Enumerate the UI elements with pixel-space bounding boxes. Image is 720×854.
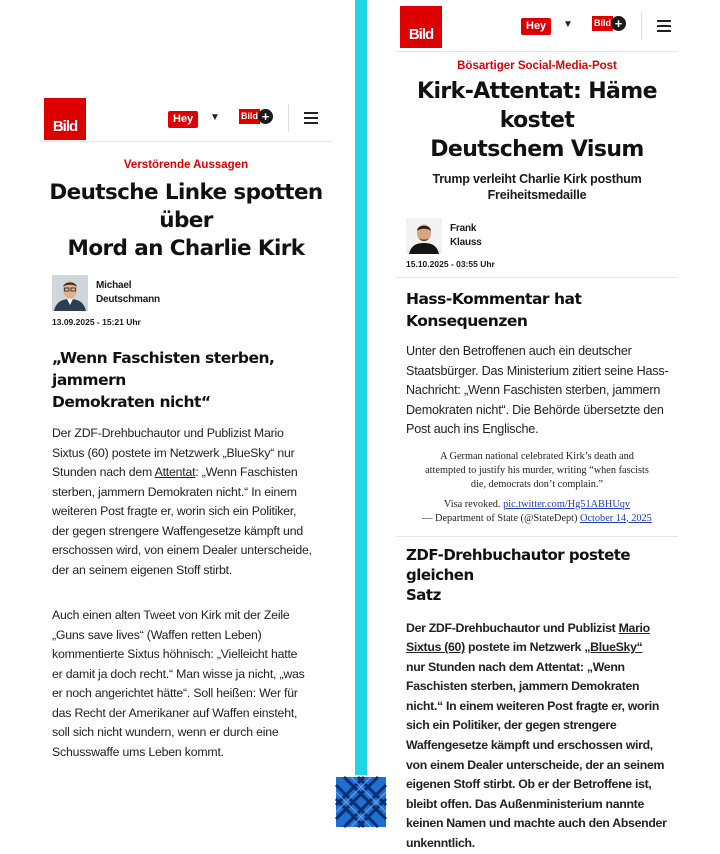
kicker: Verstörende Aussagen [123, 159, 249, 171]
body-paragraph-2: Auch einen alten Tweet von Kirk mit der Zeile „Guns save lives“ (Waffen retten Leben) kommentierte Sixtus höhnisch: „Vielleicht hatte er damit ja doch recht.“ Man wisse ja nicht, „was er noch angerichtet hätte“. Soll heißen: Wer für das Recht der Amerikaner auf Waffen einsteht, soll sich nicht wundern, wenn er durch eine Schusswaffe ums Leben kommt. [52, 608, 305, 759]
mario-sixtus-link-cont[interactable]: Sixtus (60) [406, 640, 465, 655]
hey-button[interactable]: Hey [168, 111, 198, 128]
section-body-1: Unter den Betroffenen auch ein deutscher Staatsbürger. Das Ministerium zitiert seine Hass- Nachricht: „Wenn Faschisten sterben, jammern Demokraten nicht“. Die Behörde übersetzte den Post auch ins Englische. [406, 344, 669, 436]
embedded-tweet: A German national celebrated Kirk’s death and attempted to justify his murder, writing “when fascists die, democrats don’t complain.” Visa revoked. pic.twitter.com/Hg51ABHUqv — Department of State (@StateDept) October 14, 2025 [422, 450, 652, 524]
left-header [40, 84, 332, 142]
hey-button[interactable]: Hey [521, 18, 551, 35]
header-separator [288, 104, 289, 132]
bildplus-label: Bild [592, 16, 613, 31]
headline: Deutsche Linke spotten über Mord an Charlie Kirk [49, 180, 323, 261]
avatar [406, 218, 442, 254]
attentat-link[interactable]: Attentat [154, 465, 196, 479]
bild-logo[interactable]: Bild [400, 6, 442, 48]
bild-logo[interactable]: Bild [44, 98, 86, 140]
header-separator [641, 12, 642, 40]
chevron-down-icon[interactable]: ▼ [210, 112, 220, 123]
kicker: Bösartiger Social-Media-Post [457, 60, 617, 72]
center-divider [355, 0, 367, 775]
section-title-1: Hass-Kommentar hat Konsequenzen [406, 290, 582, 330]
author-block[interactable] [52, 275, 332, 311]
author-block[interactable] [406, 218, 678, 254]
section-rule [396, 536, 678, 537]
bildplus-label: Bild [239, 109, 260, 124]
chevron-down-icon[interactable]: ▼ [563, 19, 573, 30]
left-article [40, 84, 332, 762]
mario-sixtus-link[interactable]: Mario [618, 620, 650, 635]
headline: Kirk-Attentat: Häme kostet Deutschem Visum [417, 79, 657, 162]
section-title-2: ZDF-Drehbuchautor postete gleichen Satz [406, 545, 631, 604]
watermark-badge [336, 777, 386, 827]
publish-date: 15.10.2025 - 03:55 Uhr [406, 259, 495, 269]
subheading: „Wenn Faschisten sterben, jammern Demokraten nicht“ [52, 349, 275, 411]
body-paragraph-1: Der ZDF-Drehbuchautor und Publizist Mario Sixtus (60) postete im Netzwerk „BlueSky“ nur Stunden nach dem Attentat: „Wenn Faschisten sterben, jammern Demokraten nicht.“ In einem weiteren Post fragte er, worin sich ein Politiker, der gegen strengere Waffengesetze kämpft und erschossen wird, von einem Dealer unterscheide, der an seinem eigenen Stoff stirbt. [52, 426, 312, 577]
hamburger-menu-icon[interactable] [657, 20, 671, 35]
right-header [396, 0, 678, 52]
publish-date: 13.09.2025 - 15:21 Uhr [52, 317, 141, 327]
tweet-pic-link[interactable]: pic.twitter.com/Hg51ABHUqv [503, 498, 631, 510]
tweet-date-link[interactable]: October 14, 2025 [580, 512, 652, 524]
bluesky-link[interactable]: „BlueSky“ [584, 640, 643, 655]
hamburger-menu-icon[interactable] [304, 112, 318, 127]
author-name: Frank Klauss [450, 223, 482, 248]
section-rule [396, 277, 678, 278]
plus-icon: + [611, 16, 626, 31]
author-name: Michael Deutschmann [96, 280, 160, 305]
subheadline: Trump verleiht Charlie Kirk posthum Freiheitsmedaille [432, 172, 642, 202]
avatar [52, 275, 88, 311]
bildplus-button[interactable] [239, 109, 273, 124]
section-body-2: Der ZDF-Drehbuchautor und Publizist Mario Sixtus (60) postete im Netzwerk „BlueSky“ nur Stunden nach dem Attentat: „Wenn Faschisten sterben, jammern Demokraten nicht.“ In einem weiteren Post fragte er, worin sich ein Politiker, der gegen strengere Waffengesetze kämpft und erschossen wird, von einem Dealer unterscheide, der an seinem eigenen Stoff stirbt. Ob er der Betroffene ist, bleibt offen. Das Außenministerium nannte keinen Namen und machte auch den Absender unkenntlich. [406, 620, 667, 851]
plus-icon: + [258, 109, 273, 124]
right-article [396, 0, 678, 854]
bildplus-button[interactable] [592, 16, 626, 31]
